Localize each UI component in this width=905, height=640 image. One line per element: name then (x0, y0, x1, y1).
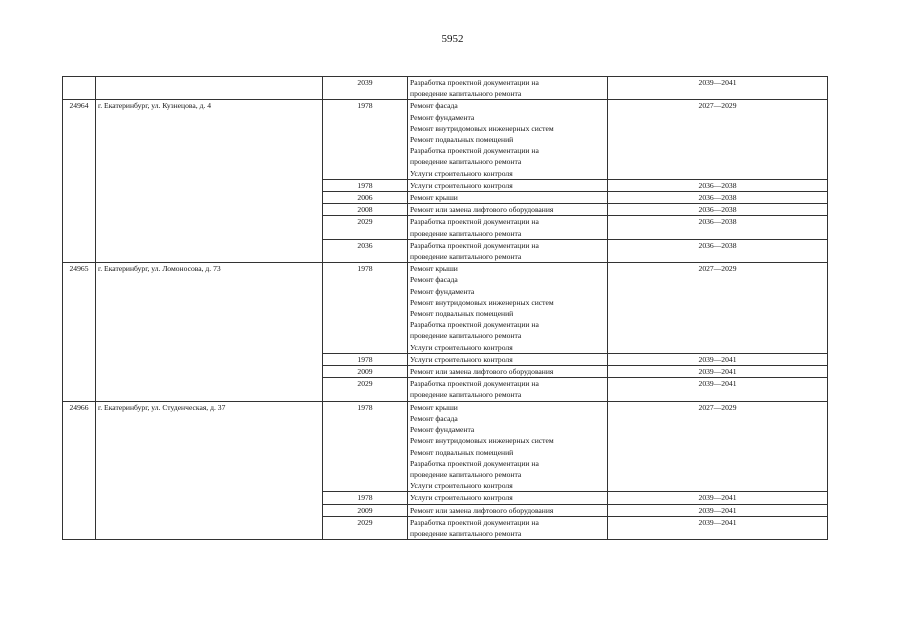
work-item: Ремонт или замена лифтового оборудования (410, 205, 554, 215)
building-id: 24965 (63, 263, 96, 401)
works-cell (408, 204, 608, 216)
work-item: проведение капитального ремонта (410, 528, 522, 538)
year-cell: 2008 (323, 204, 408, 216)
work-item: проведение капитального ремонта (410, 89, 522, 99)
work-item: Ремонт фундамента (410, 286, 475, 296)
work-item: Ремонт подвальных помещений (410, 447, 514, 457)
year-cell: 1978 (323, 492, 408, 504)
work-item: проведение капитального ремонта (410, 390, 522, 400)
year-cell: 2009 (323, 504, 408, 516)
period-cell: 2036—2038 (608, 239, 828, 262)
building-id: 24966 (63, 401, 96, 539)
work-item: Ремонт или замена лифтового оборудования (410, 505, 554, 515)
work-item: Ремонт фундамента (410, 425, 475, 435)
table-row (63, 100, 828, 179)
work-item: Ремонт подвальных помещений (410, 135, 514, 145)
work-item: Ремонт фасада (410, 101, 458, 111)
work-item: Услуги строительного контроля (410, 493, 513, 503)
period-cell: 2039—2041 (608, 504, 828, 516)
work-item: Разработка проектной документации на (410, 217, 539, 227)
works-cell (408, 179, 608, 191)
works-cell (408, 77, 608, 100)
work-item: Разработка проектной документации на (410, 240, 539, 250)
table-row (63, 263, 828, 354)
period-cell: 2027—2029 (608, 401, 828, 492)
work-item: Ремонт или замена лифтового оборудования (410, 367, 554, 377)
year-cell: 2029 (323, 516, 408, 539)
building-address (96, 77, 323, 100)
work-item: Услуги строительного контроля (410, 168, 513, 178)
work-item: Разработка проектной документации на (410, 458, 539, 468)
work-item: Ремонт фундамента (410, 112, 475, 122)
works-cell (408, 263, 608, 354)
works-cell (408, 353, 608, 365)
period-cell: 2039—2041 (608, 353, 828, 365)
work-item: проведение капитального ремонта (410, 157, 522, 167)
work-item: Ремонт крыши (410, 402, 458, 412)
work-item: Услуги строительного контроля (410, 180, 513, 190)
works-cell (408, 100, 608, 179)
year-cell: 2029 (323, 216, 408, 239)
year-cell: 1978 (323, 100, 408, 179)
period-cell: 2039—2041 (608, 366, 828, 378)
work-item: Услуги строительного контроля (410, 354, 513, 364)
work-item: Услуги строительного контроля (410, 481, 513, 491)
period-cell: 2039—2041 (608, 77, 828, 100)
work-item: Разработка проектной документации на (410, 78, 539, 87)
period-cell: 2039—2041 (608, 378, 828, 401)
work-item: Разработка проектной документации на (410, 517, 539, 527)
capital-repair-table (62, 76, 828, 540)
building-address: г. Екатеринбург, ул. Студенческая, д. 37 (96, 401, 323, 539)
work-item: Ремонт крыши (410, 264, 458, 274)
works-cell (408, 378, 608, 401)
period-cell: 2039—2041 (608, 516, 828, 539)
work-item: Ремонт внутридомовых инженерных систем (410, 123, 554, 133)
period-cell: 2036—2038 (608, 204, 828, 216)
period-cell: 2027—2029 (608, 100, 828, 179)
works-cell (408, 192, 608, 204)
period-cell: 2036—2038 (608, 216, 828, 239)
building-id (63, 77, 96, 100)
year-cell: 1978 (323, 401, 408, 492)
work-item: Ремонт внутридомовых инженерных систем (410, 297, 554, 307)
year-cell: 2009 (323, 366, 408, 378)
page-number: 5952 (441, 33, 464, 45)
works-cell (408, 516, 608, 539)
work-item: Ремонт крыши (410, 193, 458, 203)
period-cell: 2036—2038 (608, 192, 828, 204)
work-item: Ремонт подвальных помещений (410, 309, 514, 319)
work-item: Разработка проектной документации на (410, 320, 539, 330)
table-body (63, 77, 828, 540)
year-cell: 1978 (323, 179, 408, 191)
period-cell: 2036—2038 (608, 179, 828, 191)
work-item: Разработка проектной документации на (410, 379, 539, 389)
works-cell (408, 401, 608, 492)
table-row (63, 401, 828, 492)
work-item: Разработка проектной документации на (410, 146, 539, 156)
work-item: Ремонт фасада (410, 275, 458, 285)
work-item: Ремонт фасада (410, 413, 458, 423)
work-item: Ремонт внутридомовых инженерных систем (410, 436, 554, 446)
year-cell: 2039 (323, 77, 408, 100)
period-cell: 2039—2041 (608, 492, 828, 504)
work-item: проведение капитального ремонта (410, 331, 522, 341)
year-cell: 1978 (323, 263, 408, 354)
work-item: проведение капитального ремонта (410, 228, 522, 238)
year-cell: 2006 (323, 192, 408, 204)
period-cell: 2027—2029 (608, 263, 828, 354)
table-row (63, 77, 828, 100)
works-cell (408, 216, 608, 239)
work-item: проведение капитального ремонта (410, 252, 522, 262)
works-cell (408, 504, 608, 516)
year-cell: 2036 (323, 239, 408, 262)
works-cell (408, 366, 608, 378)
works-cell (408, 239, 608, 262)
year-cell: 1978 (323, 353, 408, 365)
building-address: г. Екатеринбург, ул. Ломоносова, д. 73 (96, 263, 323, 401)
works-cell (408, 492, 608, 504)
year-cell: 2029 (323, 378, 408, 401)
building-address: г. Екатеринбург, ул. Кузнецова, д. 4 (96, 100, 323, 263)
work-item: Услуги строительного контроля (410, 342, 513, 352)
work-item: проведение капитального ремонта (410, 469, 522, 479)
building-id: 24964 (63, 100, 96, 263)
